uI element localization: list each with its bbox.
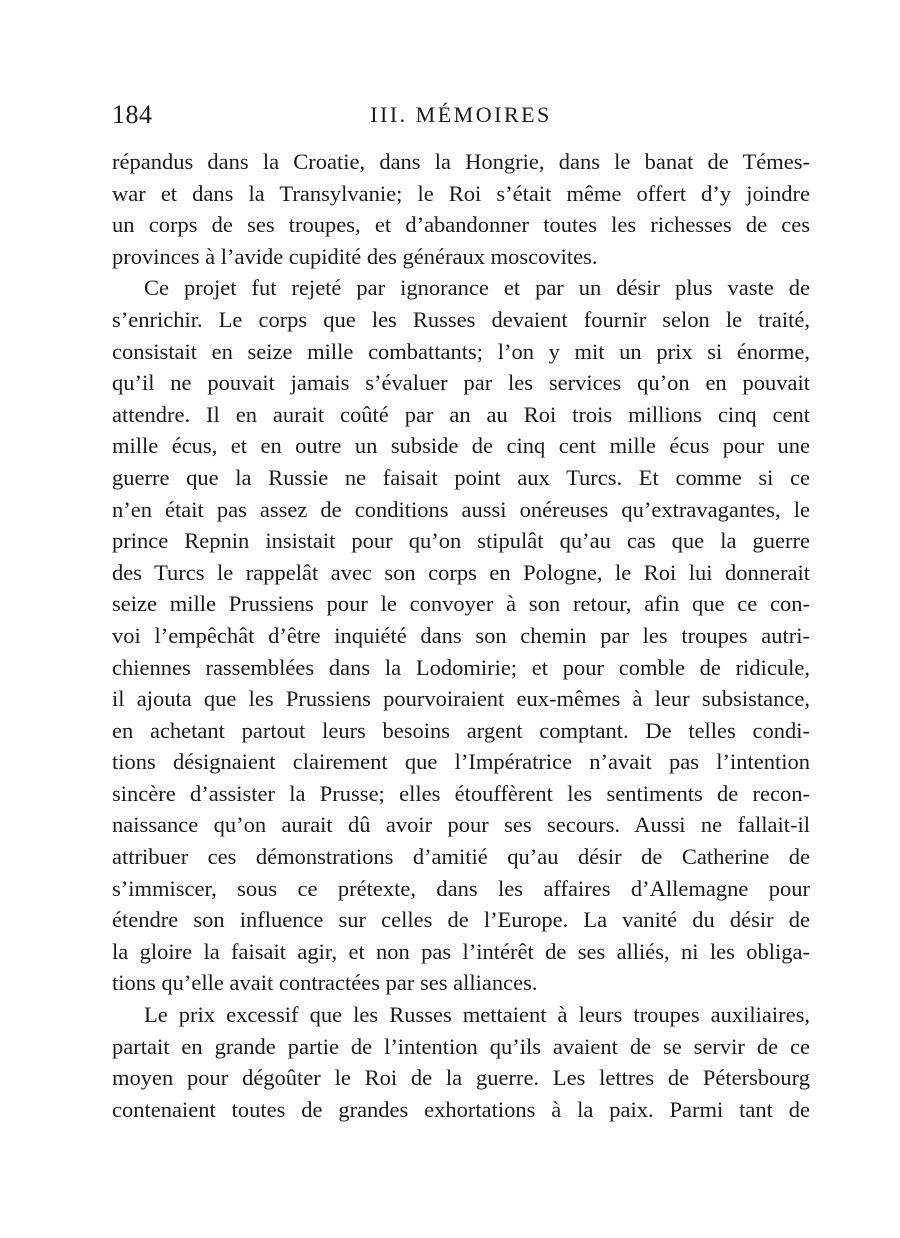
text-line: chiennes rassemblées dans la Lodomirie; et pour comble de ridicule,	[112, 654, 810, 680]
running-title: III. MÉMOIRES	[370, 102, 552, 127]
running-head	[112, 100, 810, 140]
text-line: consistait en seize mille combattants; l’on y mit un prix si énorme,	[112, 338, 810, 364]
text-line: s’immiscer, sous ce prétexte, dans les affaires d’Allemagne pour	[112, 875, 810, 901]
text-line: un corps de ses troupes, et d’abandonner toutes les richesses de ces	[112, 212, 810, 238]
text-line: répandus dans la Croatie, dans la Hongrie, dans le banat de Témes-	[112, 149, 810, 174]
text-line: attribuer ces démonstrations d’amitié qu’au désir de Catherine de	[112, 844, 810, 870]
text-line: mille écus, et en outre un subside de cinq cent mille écus pour une	[112, 433, 810, 459]
page-number: 184	[112, 100, 153, 129]
text-line: guerre que la Russie ne faisait point aux Turcs. Et comme si ce	[112, 464, 810, 490]
text-line: seize mille Prussiens pour le convoyer à son retour, afin que ce con-	[112, 591, 810, 617]
text-line: partait en grande partie de l’intention qu’ils avaient de se servir de ce	[112, 1033, 810, 1059]
text-line: tions qu’elle avait contractées par ses alliances.	[112, 970, 538, 996]
text-line: s’enrichir. Le corps que les Russes devaient fournir selon le traité,	[112, 306, 810, 332]
text-line: voi l’empêchât d’être inquiété dans son chemin par les troupes autri-	[112, 622, 810, 648]
text-line: tions désignaient clairement que l’Impératrice n’avait pas l’intention	[112, 749, 810, 775]
text-line: naissance qu’on aurait dû avoir pour ses secours. Aussi ne fallait-il	[112, 812, 810, 838]
text-line: provinces à l’avide cupidité des généraux moscovites.	[112, 243, 598, 269]
text-line: étendre son influence sur celles de l’Europe. La vanité du désir de	[112, 907, 810, 933]
text-line: en achetant partout leurs besoins argent comptant. De telles condi-	[112, 717, 810, 743]
text-line: attendre. Il en aurait coûté par an au Roi trois millions cinq cent	[112, 401, 810, 427]
text-line: prince Repnin insistait pour qu’on stipulât qu’au cas que la guerre	[112, 528, 810, 554]
text-line: moyen pour dégoûter le Roi de la guerre. Les lettres de Pétersbourg	[112, 1065, 810, 1091]
text-line: Ce projet fut rejeté par ignorance et par un désir plus vaste de	[144, 275, 810, 301]
text-line: Le prix excessif que les Russes mettaient à leurs troupes auxiliaires,	[144, 1002, 810, 1028]
text-line: war et dans la Transylvanie; le Roi s’était même offert d’y joindre	[112, 180, 810, 206]
text-line: n’en était pas assez de conditions aussi onéreuses qu’extravagantes, le	[112, 496, 810, 522]
text-line: il ajouta que les Prussiens pourvoiraient eux-mêmes à leur subsistance,	[112, 686, 810, 712]
text-line: contenaient toutes de grandes exhortations à la paix. Parmi tant de	[112, 1096, 810, 1122]
text-line: la gloire la faisait agir, et non pas l’intérêt de ses alliés, ni les obliga-	[112, 938, 810, 964]
text-line: qu’il ne pouvait jamais s’évaluer par les services qu’on en pouvait	[112, 370, 810, 396]
body-text	[112, 146, 810, 1125]
text-line: sincère d’assister la Prusse; elles étouffèrent les sentiments de recon-	[112, 780, 810, 806]
text-line: des Turcs le rappelât avec son corps en Pologne, le Roi lui donnerait	[112, 559, 810, 585]
